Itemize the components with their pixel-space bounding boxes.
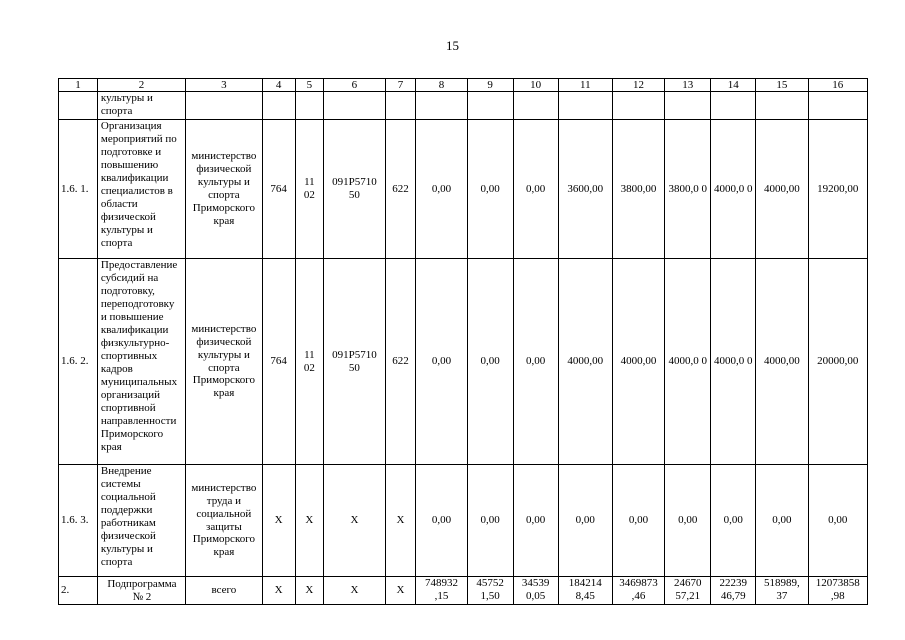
- code-cell: 11 02: [295, 120, 324, 259]
- amount-cell: 4000,00: [756, 120, 808, 259]
- amount-cell: 45752 1,50: [467, 577, 513, 605]
- column-number: 5: [295, 79, 324, 92]
- amount-cell: 0,00: [711, 465, 756, 577]
- page-number: 15: [446, 38, 459, 53]
- amount-cell: [756, 92, 808, 120]
- amount-cell: [612, 92, 664, 120]
- amount-cell: 12073858 ,98: [808, 577, 868, 605]
- column-number: 11: [558, 79, 612, 92]
- code-cell: 764: [262, 120, 295, 259]
- amount-cell: 0,00: [416, 465, 467, 577]
- code-cell: 091Р5710 50: [324, 120, 385, 259]
- column-number: 8: [416, 79, 467, 92]
- column-number: 10: [513, 79, 558, 92]
- code-cell: Х: [295, 465, 324, 577]
- amount-cell: 184214 8,45: [558, 577, 612, 605]
- amount-cell: 4000,00: [612, 259, 664, 465]
- executor-cell: министерство физической культуры и спорта Приморского края: [185, 120, 262, 259]
- amount-cell: 4000,00: [756, 259, 808, 465]
- amount-cell: 19200,00: [808, 120, 868, 259]
- amount-cell: [513, 92, 558, 120]
- amount-cell: 22239 46,79: [711, 577, 756, 605]
- amount-cell: 3800,00: [612, 120, 664, 259]
- amount-cell: 0,00: [665, 465, 711, 577]
- code-cell: 764: [262, 259, 295, 465]
- column-number: 1: [59, 79, 98, 92]
- code-cell: Х: [324, 577, 385, 605]
- amount-cell: 3600,00: [558, 120, 612, 259]
- column-number-row: [59, 79, 868, 92]
- code-cell: Х: [324, 465, 385, 577]
- table-row: [59, 92, 868, 120]
- amount-cell: 0,00: [513, 120, 558, 259]
- item-number-cell: 2.: [59, 577, 98, 605]
- amount-cell: [808, 92, 868, 120]
- amount-cell: 4000,00: [558, 259, 612, 465]
- amount-cell: [416, 92, 467, 120]
- amount-cell: 20000,00: [808, 259, 868, 465]
- code-cell: 11 02: [295, 259, 324, 465]
- item-number-cell: [59, 92, 98, 120]
- item-number-cell: 1.6. 1.: [59, 120, 98, 259]
- code-cell: 622: [385, 120, 416, 259]
- amount-cell: 0,00: [513, 465, 558, 577]
- item-name-cell: Предоставление субсидий на подготовку, переподготовку и повышение квалификации физкультурно-спортивных кадров муниципальных организаций спортивной направленности Приморского края: [97, 259, 185, 465]
- code-cell: Х: [262, 465, 295, 577]
- amount-cell: 0,00: [808, 465, 868, 577]
- item-number-cell: 1.6. 2.: [59, 259, 98, 465]
- amount-cell: 4000,0 0: [711, 120, 756, 259]
- column-number: 7: [385, 79, 416, 92]
- column-number: 9: [467, 79, 513, 92]
- code-cell: [385, 92, 416, 120]
- code-cell: Х: [385, 577, 416, 605]
- column-number: 2: [97, 79, 185, 92]
- table-row: [59, 465, 868, 577]
- item-name-cell: Подпрограмма № 2: [97, 577, 185, 605]
- column-number: 15: [756, 79, 808, 92]
- amount-cell: 0,00: [467, 120, 513, 259]
- column-number: 14: [711, 79, 756, 92]
- executor-cell: министерство физической культуры и спорта Приморского края: [185, 259, 262, 465]
- code-cell: [324, 92, 385, 120]
- column-number: 13: [665, 79, 711, 92]
- executor-cell: всего: [185, 577, 262, 605]
- code-cell: [262, 92, 295, 120]
- column-number: 6: [324, 79, 385, 92]
- code-cell: 091Р5710 50: [324, 259, 385, 465]
- amount-cell: 3469873 ,46: [612, 577, 664, 605]
- program-budget-table: [58, 78, 868, 605]
- amount-cell: 0,00: [467, 259, 513, 465]
- amount-cell: [711, 92, 756, 120]
- table-row: [59, 120, 868, 259]
- amount-cell: 24670 57,21: [665, 577, 711, 605]
- item-name-cell: Внедрение системы социальной поддержки работникам физической культуры и спорта: [97, 465, 185, 577]
- amount-cell: 518989, 37: [756, 577, 808, 605]
- amount-cell: 3800,0 0: [665, 120, 711, 259]
- item-number-cell: 1.6. 3.: [59, 465, 98, 577]
- amount-cell: 0,00: [416, 259, 467, 465]
- amount-cell: 0,00: [558, 465, 612, 577]
- column-number: 4: [262, 79, 295, 92]
- amount-cell: [467, 92, 513, 120]
- executor-cell: [185, 92, 262, 120]
- amount-cell: 4000,0 0: [665, 259, 711, 465]
- column-number: 3: [185, 79, 262, 92]
- executor-cell: министерство труда и социальной защиты Приморского края: [185, 465, 262, 577]
- code-cell: 622: [385, 259, 416, 465]
- amount-cell: 0,00: [467, 465, 513, 577]
- amount-cell: 0,00: [416, 120, 467, 259]
- item-name-cell: Организация мероприятий по подготовке и повышению квалификации специалистов в области физической культуры и спорта: [97, 120, 185, 259]
- amount-cell: 748932 ,15: [416, 577, 467, 605]
- amount-cell: 0,00: [513, 259, 558, 465]
- table-row: [59, 577, 868, 605]
- amount-cell: 34539 0,05: [513, 577, 558, 605]
- column-number: 12: [612, 79, 664, 92]
- amount-cell: 0,00: [612, 465, 664, 577]
- code-cell: Х: [295, 577, 324, 605]
- code-cell: Х: [385, 465, 416, 577]
- code-cell: Х: [262, 577, 295, 605]
- amount-cell: [665, 92, 711, 120]
- amount-cell: [558, 92, 612, 120]
- amount-cell: 4000,0 0: [711, 259, 756, 465]
- amount-cell: 0,00: [756, 465, 808, 577]
- code-cell: [295, 92, 324, 120]
- table-row: [59, 259, 868, 465]
- item-name-cell: культуры и спорта: [97, 92, 185, 120]
- column-number: 16: [808, 79, 868, 92]
